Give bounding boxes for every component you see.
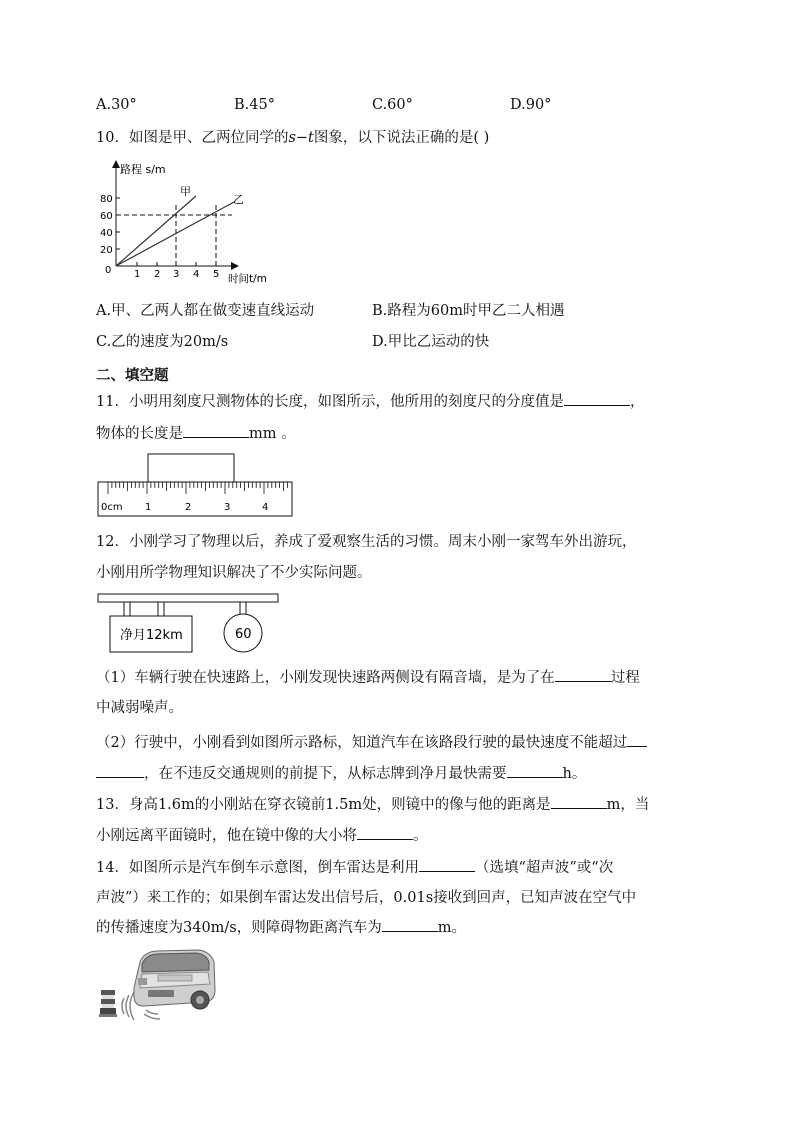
q10-option-c: C.乙的速度为20m/s bbox=[96, 334, 229, 350]
q12-line2: 小刚用所学物理知识解决了不少实际问题。 bbox=[96, 565, 372, 581]
ruler-label-1: 1 bbox=[145, 502, 152, 513]
q11-line1-end: ， bbox=[629, 394, 645, 410]
q13-blank-1[interactable] bbox=[551, 794, 607, 809]
x-axis-label: 时间t/m bbox=[228, 273, 267, 285]
q12-p2-line2 bbox=[96, 763, 586, 784]
y-tick-80: 80 bbox=[100, 194, 113, 205]
q14-line3 bbox=[96, 917, 466, 938]
q10-option-a: A.甲、乙两人都在做变速直线运动 bbox=[96, 303, 315, 319]
q13-line1-end: m，当 bbox=[606, 797, 650, 813]
q14-line3-end: m。 bbox=[437, 920, 467, 936]
q10-stem bbox=[96, 128, 489, 148]
ruler-label-0: 0cm bbox=[101, 502, 123, 513]
x-tick-4: 4 bbox=[193, 269, 200, 280]
q11-line1 bbox=[96, 391, 644, 412]
section-title: 二、填空题 bbox=[96, 368, 169, 384]
q10-option-b: B.路程为60m时甲乙二人相遇 bbox=[372, 303, 565, 319]
q12-blank-3[interactable] bbox=[507, 763, 563, 778]
ruler-label-4: 4 bbox=[262, 502, 269, 513]
series-jia-label: 甲 bbox=[180, 185, 191, 198]
q12-p1-line1 bbox=[96, 667, 640, 688]
measured-object bbox=[148, 454, 234, 482]
q12-blank-2a[interactable] bbox=[627, 732, 647, 747]
q11-line2 bbox=[96, 423, 296, 444]
y-axis-label: 路程 s/m bbox=[120, 163, 166, 176]
ruler-label-2: 2 bbox=[185, 502, 192, 513]
origin-label: 0 bbox=[105, 265, 112, 276]
q10-stem-start: 10．如图是甲、乙两位同学的 bbox=[96, 130, 289, 146]
q11-line1-text: 11．小明用刻度尺测物体的长度，如图所示，他所用的刻度尺的分度值是 bbox=[96, 394, 564, 410]
q13-line2-text: 小刚远离平面镜时，他在镜中像的大小将 bbox=[96, 828, 357, 844]
car-icon bbox=[134, 950, 215, 1009]
q14-line1-end: （选填“超声波”或“次 bbox=[474, 860, 614, 876]
q14-line3-text: 的传播速度为340m/s，则障碍物距离汽车为 bbox=[96, 920, 382, 936]
q12-p2-text: （2）行驶中，小刚看到如图所示路标，知道汽车在该路段行驶的最快速度不能超过 bbox=[96, 735, 628, 751]
q10-stem-var: s−t bbox=[288, 130, 314, 146]
x-tick-3: 3 bbox=[173, 269, 180, 280]
x-tick-2: 2 bbox=[154, 269, 161, 280]
q12-p1-text: （1）车辆行驶在快速路上，小刚发现快速路两侧设有隔音墙，是为了在 bbox=[96, 670, 555, 686]
q11-blank-1[interactable] bbox=[564, 391, 630, 406]
q9-option-a: A.30° bbox=[96, 97, 137, 113]
y-tick-60: 60 bbox=[100, 211, 113, 222]
q14-blank-1[interactable] bbox=[419, 857, 475, 872]
x-tick-5: 5 bbox=[213, 269, 220, 280]
distance-sign-text: 净月12km bbox=[120, 628, 183, 643]
x-tick-1: 1 bbox=[134, 269, 141, 280]
ruler-figure bbox=[96, 452, 296, 522]
obstacle-icon bbox=[99, 990, 117, 1017]
q11-blank-2[interactable] bbox=[183, 423, 249, 438]
q9-option-b: B.45° bbox=[234, 97, 275, 113]
q12-p1-line2: 中减弱噪声。 bbox=[96, 700, 183, 716]
ruler-label-3: 3 bbox=[224, 502, 231, 513]
q13-line2-end: 。 bbox=[413, 828, 428, 844]
series-jia-line bbox=[116, 196, 196, 266]
q11-line2-end: mm 。 bbox=[249, 426, 296, 442]
q12-p2-end: h。 bbox=[562, 766, 587, 782]
q12-blank-1[interactable] bbox=[555, 667, 611, 682]
q13-line1-text: 13．身高1.6m的小刚站在穿衣镜前1.5m处，则镜中的像与他的距离是 bbox=[96, 797, 551, 813]
q12-line1: 12．小刚学习了物理以后，养成了爱观察生活的习惯。周末小刚一家驾车外出游玩， bbox=[96, 534, 637, 550]
q10-option-d: D.甲比乙运动的快 bbox=[372, 334, 490, 350]
q9-option-d: D.90° bbox=[510, 97, 552, 113]
q14-line1-text: 14．如图所示是汽车倒车示意图，倒车雷达是利用 bbox=[96, 860, 419, 876]
q14-blank-2[interactable] bbox=[382, 917, 438, 932]
q10-stem-end: 图象，以下说法正确的是( ) bbox=[313, 130, 490, 146]
q14-line2: 声波”）来工作的；如果倒车雷达发出信号后，0.01s接收到回声，已知声波在空气中 bbox=[96, 890, 637, 906]
q12-p2-line1 bbox=[96, 732, 647, 753]
q13-line2 bbox=[96, 825, 428, 846]
q14-line1 bbox=[96, 857, 613, 878]
q13-line1 bbox=[96, 794, 649, 815]
q13-blank-2[interactable] bbox=[357, 825, 413, 840]
q11-line2-text: 物体的长度是 bbox=[96, 426, 183, 442]
speed-limit-text: 60 bbox=[235, 627, 252, 642]
st-graph bbox=[96, 155, 286, 290]
series-yi-label: 乙 bbox=[233, 193, 244, 206]
q12-p1-after: 过程 bbox=[610, 670, 640, 686]
q12-p2-middle: ，在不违反交通规则的前提下，从标志牌到净月最快需要 bbox=[144, 766, 507, 782]
road-sign-figure bbox=[96, 591, 286, 657]
reversing-car-illustration bbox=[98, 948, 216, 1022]
sign-gantry bbox=[98, 594, 278, 602]
q12-blank-2b[interactable] bbox=[96, 763, 144, 778]
y-tick-20: 20 bbox=[100, 245, 113, 256]
q9-option-c: C.60° bbox=[372, 97, 413, 113]
y-tick-40: 40 bbox=[100, 228, 113, 239]
